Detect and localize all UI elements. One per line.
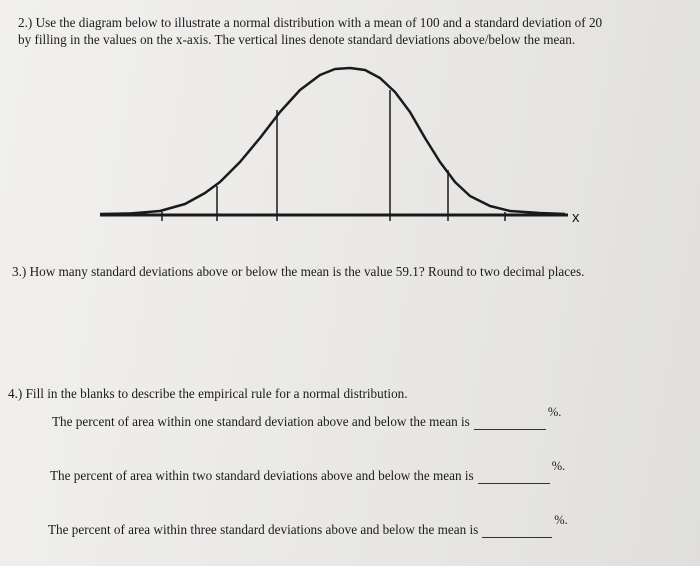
bell-curve (100, 68, 565, 214)
percent-suffix-1: %. (547, 405, 562, 419)
x-axis-label: x (572, 209, 580, 226)
blank-one-sd[interactable] (474, 415, 546, 430)
question-2-text-line1: 2.) Use the diagram below to illustrate a normal distribution with a mean of 100 and a standard deviation of 20 (18, 15, 603, 30)
empirical-rule-row-3 (48, 513, 568, 538)
blank-three-sd[interactable] (482, 523, 552, 538)
normal-distribution-diagram (0, 0, 700, 260)
question-4-title: 4.) Fill in the blanks to describe the empirical rule for a normal distribution. (8, 386, 408, 401)
blank-two-sd[interactable] (478, 469, 550, 484)
empirical-rule-row-2 (50, 459, 566, 484)
empirical-rule-statement-2: The percent of area within two standard deviations above and below the mean is (50, 468, 474, 483)
empirical-rule-statement-1: The percent of area within one standard deviation above and below the mean is (52, 414, 470, 429)
question-2-text-line2: by filling in the values on the x-axis. The vertical lines denote standard deviations above/below the mean. (18, 32, 576, 47)
percent-suffix-2: %. (551, 459, 566, 473)
empirical-rule-row-1 (52, 405, 562, 430)
percent-suffix-3: %. (554, 513, 568, 527)
question-3-text: 3.) How many standard deviations above or below the mean is the value 59.1? Round to two decimal places. (12, 264, 585, 279)
empirical-rule-statement-3: The percent of area within three standard deviations above and below the mean is (48, 522, 479, 537)
